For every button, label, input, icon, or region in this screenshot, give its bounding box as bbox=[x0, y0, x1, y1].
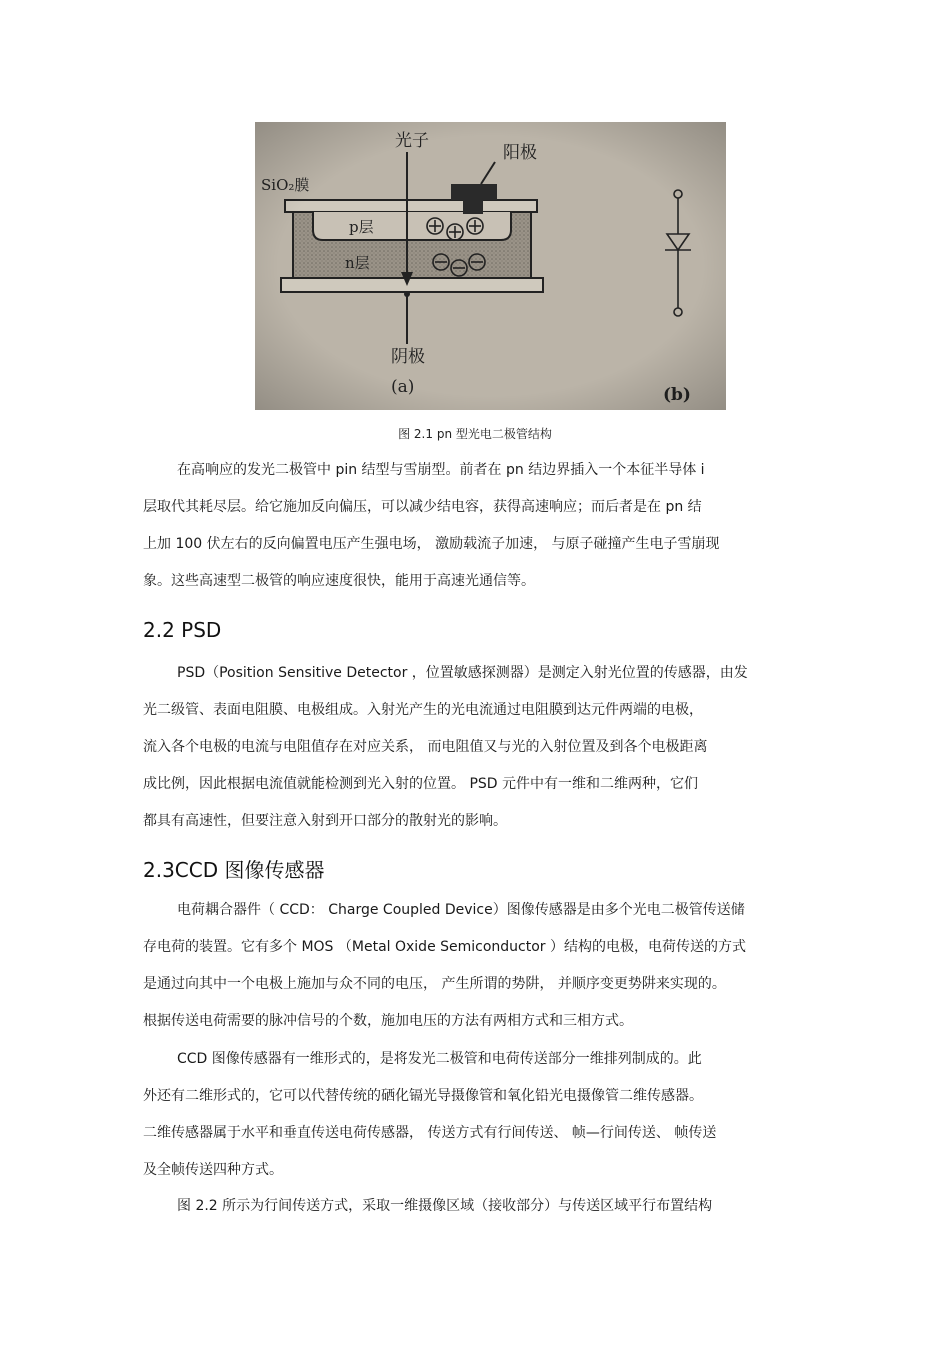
text-line: 在高响应的发光二极管中 pin 结型与雪崩型。前者在 pn 结边界插入一个本征半导体 i bbox=[177, 462, 705, 478]
text-line: 光二级管、表面电阻膜、电极组成。入射光产生的光电流通过电阻膜到达元件两端的电极， bbox=[143, 702, 703, 718]
paragraph-psd bbox=[143, 655, 808, 840]
pn-photodiode-diagram bbox=[255, 122, 726, 410]
text-line: 图 2.2 所示为行间传送方式，采取一维摄像区域（接收部分）与传送区域平行布置结构 bbox=[177, 1198, 713, 1214]
section-heading-psd: 2.2 PSD bbox=[143, 618, 222, 642]
text-line: 及全帧传送四种方式。 bbox=[143, 1162, 283, 1178]
text-line: 层取代其耗尽层。给它施加反向偏压，可以减少结电容，获得高速响应；而后者是在 pn 结 bbox=[143, 499, 702, 515]
text-line: 存电荷的装置。它有多个 MOS （Metal Oxide Semiconductor ）结构的电极，电荷传送的方式 bbox=[143, 939, 747, 955]
text-line: CCD 图像传感器有一维形式的，是将发光二极管和电荷传送部分一维排列制成的。此 bbox=[177, 1051, 702, 1067]
text-line: 都具有高速性，但要注意入射到开口部分的散射光的影响。 bbox=[143, 813, 507, 829]
text-line: 流入各个电极的电流与电阻值存在对应关系， 而电阻值又与光的入射位置及到各个电极距离 bbox=[143, 739, 708, 755]
paragraph-interline bbox=[143, 1188, 808, 1225]
figure-caption: 图 2.1 pn 型光电二极管结构 bbox=[398, 427, 552, 441]
text-line: 是通过向其中一个电极上施加与众不同的电压， 产生所谓的势阱， 并顺序变更势阱来实现的。 bbox=[143, 976, 726, 992]
text-line: PSD（Position Sensitive Detector ，位置敏感探测器）是测定入射光位置的传感器，由发 bbox=[177, 665, 748, 681]
text-line: 象。这些高速型二极管的响应速度很快，能用于高速光通信等。 bbox=[143, 573, 535, 589]
text-line: 外还有二维形式的，它可以代替传统的硒化镉光导摄像管和氧化铅光电摄像管二维传感器。 bbox=[143, 1088, 703, 1104]
paragraph-ccd-intro bbox=[143, 892, 808, 1040]
section-heading-ccd: 2.3CCD 图像传感器 bbox=[143, 858, 325, 882]
text-line: 根据传送电荷需要的脉冲信号的个数，施加电压的方法有两相方式和三相方式。 bbox=[143, 1013, 633, 1029]
text-line: 成比例，因此根据电流值就能检测到光入射的位置。 PSD 元件中有一维和二维两种，它们 bbox=[143, 776, 699, 792]
text-line: 二维传感器属于水平和垂直传送电荷传感器， 传送方式有行间传送、 帧—行间传送、 帧传送 bbox=[143, 1125, 717, 1141]
figure-pn-photodiode bbox=[255, 122, 726, 410]
paragraph-ccd-forms bbox=[143, 1041, 808, 1189]
text-line: 上加 100 伏左右的反向偏置电压产生强电场， 激励载流子加速， 与原子碰撞产生电子雪崩现 bbox=[143, 536, 720, 552]
text-line: 电荷耦合器件（ CCD： Charge Coupled Device）图像传感器是由多个光电二极管传送储 bbox=[177, 902, 745, 918]
paragraph-pin-avalanche bbox=[143, 452, 808, 600]
